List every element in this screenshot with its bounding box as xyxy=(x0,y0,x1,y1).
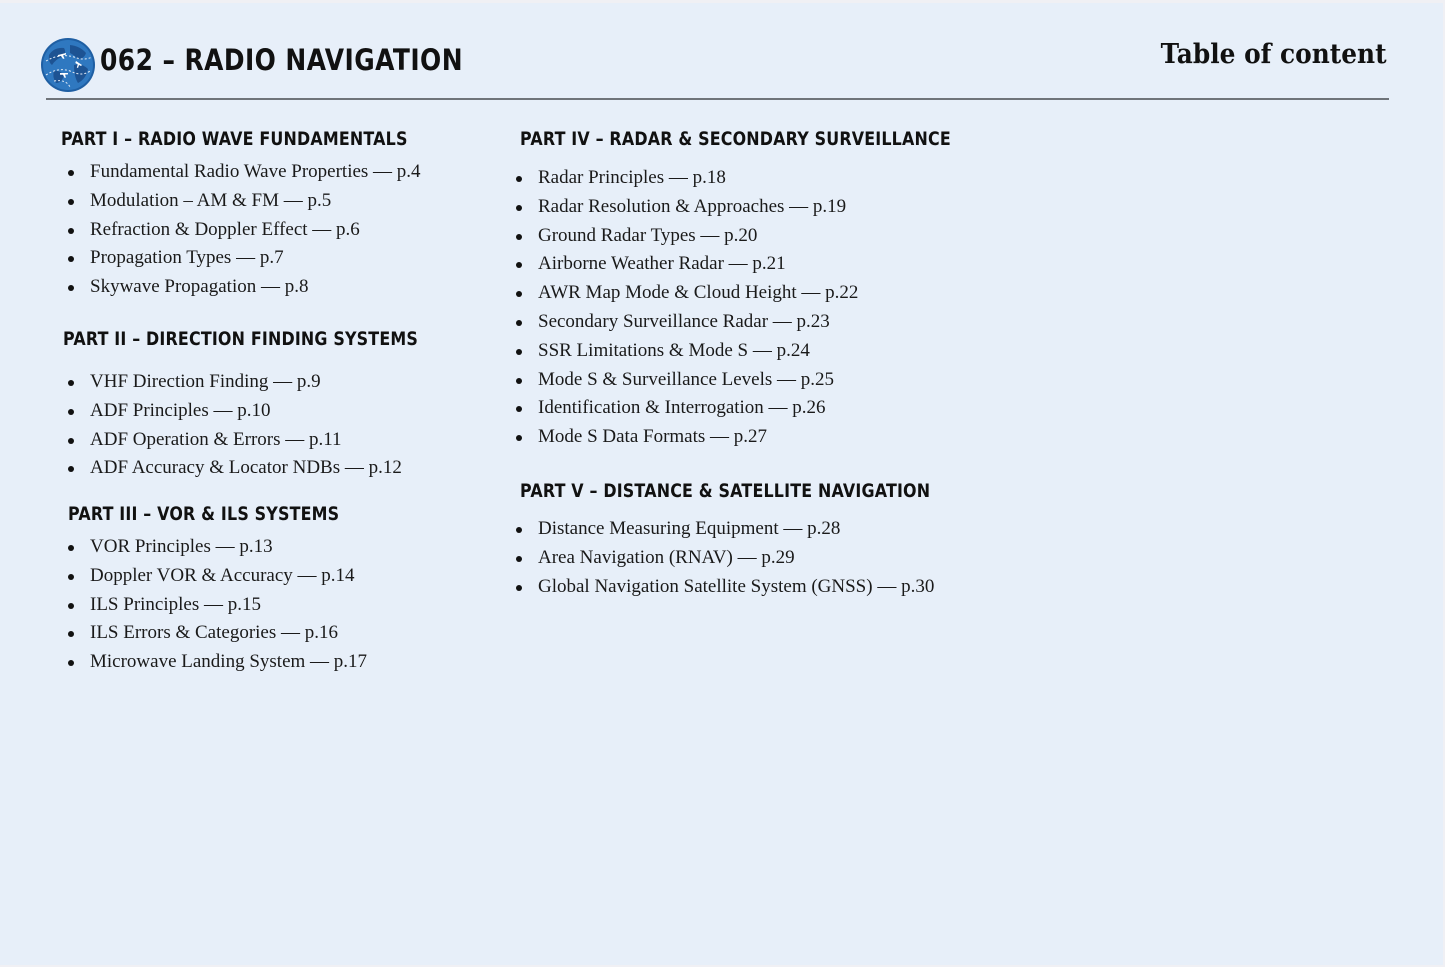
part-1-title: PART I – RADIO WAVE FUNDAMENTALS xyxy=(61,129,408,150)
bullet-icon xyxy=(68,285,74,291)
bullet-icon xyxy=(516,378,522,384)
part-2-title: PART II – DIRECTION FINDING SYSTEMS xyxy=(63,329,419,350)
bullet-icon xyxy=(516,234,522,240)
bullet-icon xyxy=(516,527,522,533)
header-divider xyxy=(46,98,1389,100)
toc-item[interactable]: Radar Principles — p.18 xyxy=(510,164,858,193)
toc-item[interactable]: ADF Accuracy & Locator NDBs — p.12 xyxy=(62,454,402,483)
bullet-icon xyxy=(68,660,74,666)
table-of-content-heading: Table of content xyxy=(1161,39,1387,70)
part-4-title: PART IV – RADAR & SECONDARY SURVEILLANCE xyxy=(520,129,951,150)
bullet-icon xyxy=(516,556,522,562)
toc-item[interactable]: Airborne Weather Radar — p.21 xyxy=(510,250,858,279)
bullet-icon xyxy=(68,438,74,444)
page-title: 062 – RADIO NAVIGATION xyxy=(100,43,464,77)
part-3-list xyxy=(62,533,367,677)
toc-item[interactable]: Skywave Propagation — p.8 xyxy=(62,273,421,302)
bullet-icon xyxy=(516,585,522,591)
toc-item[interactable]: Propagation Types — p.7 xyxy=(62,244,421,273)
bullet-icon xyxy=(516,176,522,182)
part-4-list xyxy=(510,164,858,452)
part-3-title: PART III – VOR & ILS SYSTEMS xyxy=(68,504,340,525)
toc-item[interactable]: Area Navigation (RNAV) — p.29 xyxy=(510,544,934,573)
toc-item[interactable]: ILS Principles — p.15 xyxy=(62,591,367,620)
toc-item[interactable]: ADF Operation & Errors — p.11 xyxy=(62,426,402,455)
toc-item[interactable]: ILS Errors & Categories — p.16 xyxy=(62,619,367,648)
bullet-icon xyxy=(68,380,74,386)
toc-item[interactable]: Refraction & Doppler Effect — p.6 xyxy=(62,216,421,245)
bullet-icon xyxy=(68,631,74,637)
toc-item[interactable]: AWR Map Mode & Cloud Height — p.22 xyxy=(510,279,858,308)
toc-item[interactable]: SSR Limitations & Mode S — p.24 xyxy=(510,337,858,366)
page-header xyxy=(40,35,1387,99)
part-2-list xyxy=(62,368,402,483)
bullet-icon xyxy=(516,205,522,211)
toc-item[interactable]: VHF Direction Finding — p.9 xyxy=(62,368,402,397)
bullet-icon xyxy=(516,320,522,326)
bullet-icon xyxy=(516,406,522,412)
document-page xyxy=(0,3,1443,965)
bullet-icon xyxy=(68,228,74,234)
toc-item[interactable]: Distance Measuring Equipment — p.28 xyxy=(510,515,934,544)
bullet-icon xyxy=(516,349,522,355)
globe-with-airplanes-icon xyxy=(40,37,96,93)
bullet-icon xyxy=(68,170,74,176)
bullet-icon xyxy=(516,435,522,441)
bullet-icon xyxy=(516,262,522,268)
bullet-icon xyxy=(68,409,74,415)
toc-item[interactable]: ADF Principles — p.10 xyxy=(62,397,402,426)
bullet-icon xyxy=(68,603,74,609)
bullet-icon xyxy=(68,574,74,580)
toc-item[interactable]: Fundamental Radio Wave Properties — p.4 xyxy=(62,158,421,187)
bullet-icon xyxy=(68,256,74,262)
toc-item[interactable]: Secondary Surveillance Radar — p.23 xyxy=(510,308,858,337)
part-5-list xyxy=(510,515,934,601)
bullet-icon xyxy=(68,545,74,551)
toc-item[interactable]: Modulation – AM & FM — p.5 xyxy=(62,187,421,216)
toc-item[interactable]: Mode S Data Formats — p.27 xyxy=(510,423,858,452)
toc-item[interactable]: Microwave Landing System — p.17 xyxy=(62,648,367,677)
toc-item[interactable]: Doppler VOR & Accuracy — p.14 xyxy=(62,562,367,591)
toc-item[interactable]: VOR Principles — p.13 xyxy=(62,533,367,562)
bullet-icon xyxy=(516,291,522,297)
toc-item[interactable]: Radar Resolution & Approaches — p.19 xyxy=(510,193,858,222)
bullet-icon xyxy=(68,466,74,472)
toc-item[interactable]: Identification & Interrogation — p.26 xyxy=(510,394,858,423)
toc-item[interactable]: Ground Radar Types — p.20 xyxy=(510,222,858,251)
toc-item[interactable]: Mode S & Surveillance Levels — p.25 xyxy=(510,366,858,395)
toc-item[interactable]: Global Navigation Satellite System (GNSS) — p.30 xyxy=(510,573,934,602)
part-1-list xyxy=(62,158,421,302)
bullet-icon xyxy=(68,199,74,205)
part-5-title: PART V – DISTANCE & SATELLITE NAVIGATION xyxy=(520,481,931,502)
